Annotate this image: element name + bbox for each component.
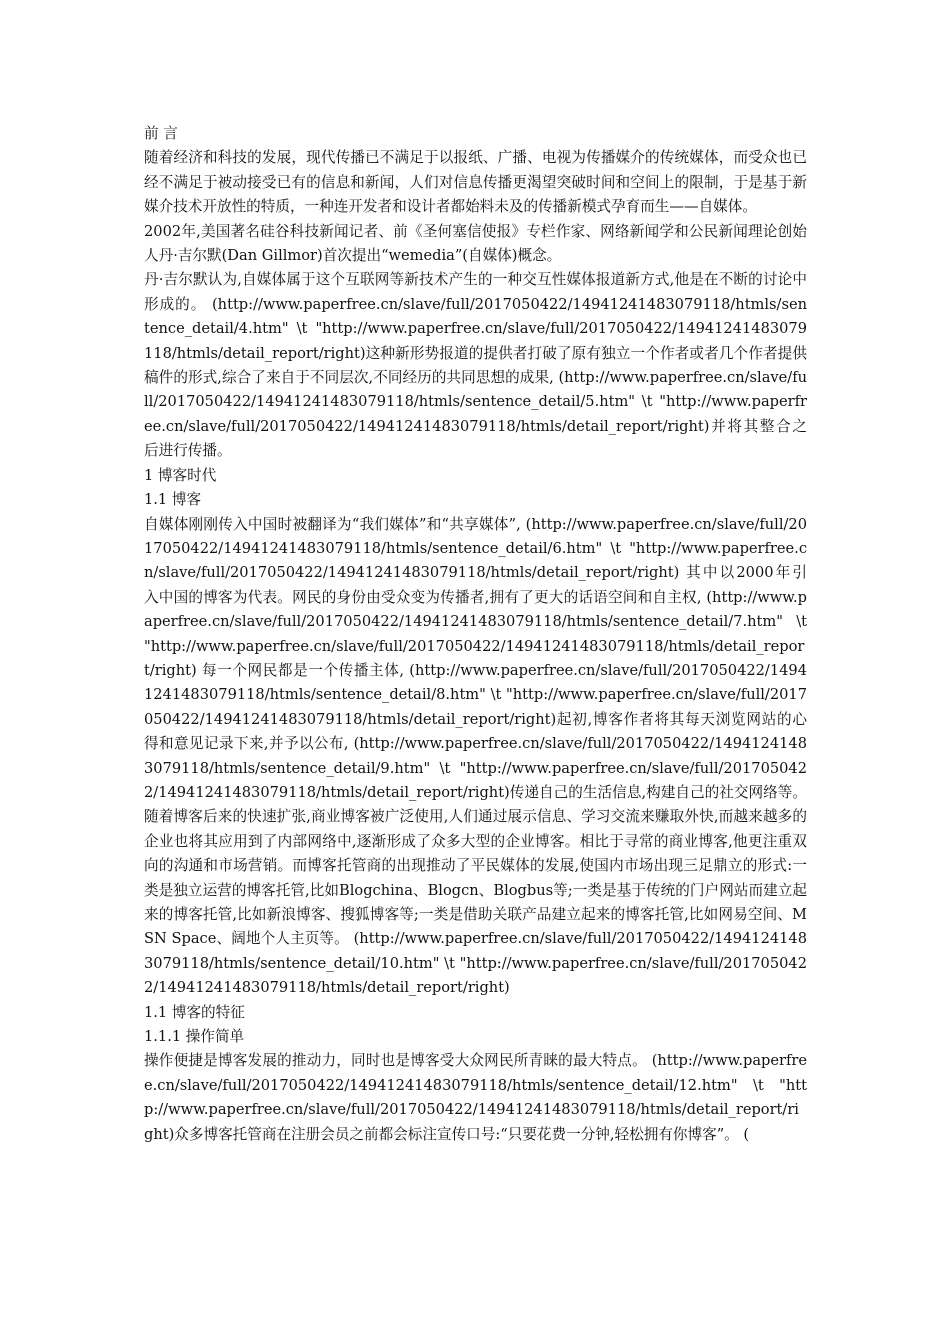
subsection-heading: 1.1 博客 (144, 491, 202, 509)
document-page (144, 122, 807, 1147)
section-heading: 1 博客时代 (144, 466, 217, 484)
subsection-heading: 1.1 博客的特征 (144, 1003, 245, 1021)
paragraph: 2002年,美国著名硅谷科技新闻记者、前《圣何塞信使报》专栏作家、网络新闻学和公民新闻理论创始人丹·吉尔默(Dan Gillmor)首次提出“wemedia”(自媒体)概念。 (144, 222, 807, 265)
paragraph: 自媒体刚刚传入中国时被翻译为“我们媒体”和“共享媒体”, (http://www.paperfree.cn/slave/full/2017050422/14941241483079118/htmls/sentence_detail/6.htm" \t "http://www.paperfree.cn/slave/full/2017050422/14941241483079118/htmls/detail_report/right) 其中以2000年引入中国的博客为代表。网民的身份由受众变为传播者,拥有了更大的话语空间和自主权, (http://www.paperfree.cn/slave/full/2017050422/14941241483079118/htmls/sentence_detail/7.htm" \t "http://www.paperfree.cn/slave/full/2017050422/14941241483079118/htmls/detail_report/right) 每一个网民都是一个传播主体, (http://www.paperfree.cn/slave/full/2017050422/14941241483079118/htmls/sentence_detail/8.htm" \t "http://www.paperfree.cn/slave/full/2017050422/14941241483079118/htmls/detail_report/right)起初,博客作者将其每天浏览网站的心得和意见记录下来,并予以公布, (http://www.paperfree.cn/slave/full/2017050422/14941241483079118/htmls/sentence_detail/9.htm" \t "http://www.paperfree.cn/slave/full/2017050422/14941241483079118/htmls/detail_report/right)传递自己的生活信息,构建自己的社交网络等。随着博客后来的快速扩张,商业博客被广泛使用,人们通过展示信息、学习交流来赚取外快,而越来越多的企业也将其应用到了内部网络中,逐渐形成了众多大型的企业博客。相比于寻常的商业博客,他更注重双向的沟通和市场营销。而博客托管商的出现推动了平民媒体的发展,使国内市场出现三足鼎立的形式:一类是独立运营的博客托管,比如Blogchina、Blogcn、Blogbus等;一类是基于传统的门户网站而建立起来的博客托管,比如新浪博客、搜狐博客等;一类是借助关联产品建立起来的博客托管,比如网易空间、MSN Space、阔地个人主页等。 (http://www.paperfree.cn/slave/full/2017050422/14941241483079118/htmls/sentence_detail/10.htm" \t "http://www.paperfree.cn/slave/full/2017050422/14941241483079118/htmls/detail_report/right) (144, 515, 807, 997)
paragraph: 丹·吉尔默认为,自媒体属于这个互联网等新技术产生的一种交互性媒体报道新方式,他是在不断的讨论中形成的。 (http://www.paperfree.cn/slave/full/2017050422/14941241483079118/htmls/sentence_detail/4.htm" \t "http://www.paperfree.cn/slave/full/2017050422/14941241483079118/htmls/detail_report/right)这种新形势报道的提供者打破了原有独立一个作者或者几个作者提供稿件的形式,综合了来自于不同层次,不同经历的共同思想的成果, (http://www.paperfree.cn/slave/full/2017050422/14941241483079118/htmls/sentence_detail/5.htm" \t "http://www.paperfree.cn/slave/full/2017050422/14941241483079118/htmls/detail_report/right)并将其整合之后进行传播。 (144, 271, 807, 460)
paragraph: 随着经济和科技的发展，现代传播已不满足于以报纸、广播、电视为传播媒介的传统媒体，而受众也已经不满足于被动接受已有的信息和新闻，人们对信息传播更渴望突破时间和空间上的限制，于是基于新媒介技术开放性的特质，一种连开发者和设计者都始料未及的传播新模式孕育而生——自媒体。 (144, 149, 807, 216)
preface-heading: 前 言 (144, 125, 178, 142)
paragraph: 操作便捷是博客发展的推动力，同时也是博客受大众网民所青睐的最大特点。 (http://www.paperfree.cn/slave/full/2017050422/14941241483079118/htmls/sentence_detail/12.htm" \t "http://www.paperfree.cn/slave/full/2017050422/14941241483079118/htmls/detail_report/right)众多博客托管商在注册会员之前都会标注宣传口号:“只要花费一分钟,轻松拥有你博客”。 ( (144, 1052, 807, 1143)
subsubsection-heading: 1.1.1 操作简单 (144, 1028, 245, 1046)
